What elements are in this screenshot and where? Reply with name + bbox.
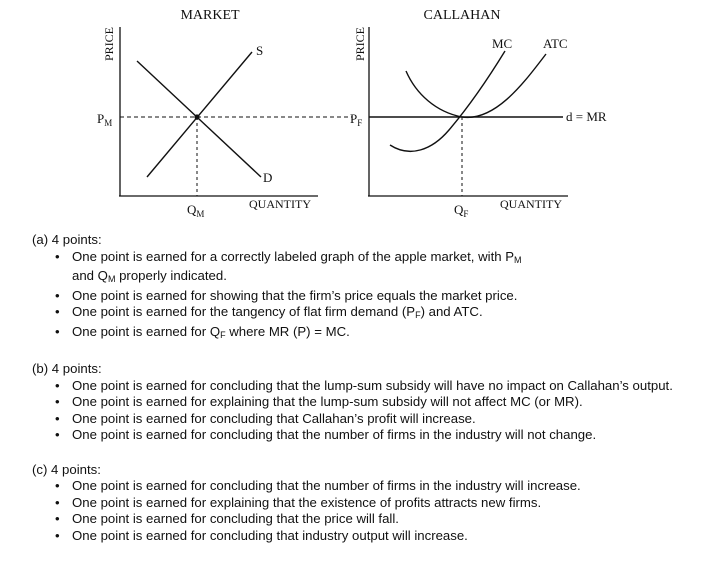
market-equilibrium-point bbox=[194, 114, 199, 119]
market-graph bbox=[97, 8, 352, 219]
market-price-axis-label: PRICE bbox=[102, 26, 116, 62]
list-item: • One point is earned for concluding that the price will fall. bbox=[0, 511, 707, 528]
firm-title: CALLAHAN bbox=[423, 8, 501, 23]
firm-quantity-label: $Q_F$ bbox=[454, 202, 469, 219]
market-quantity-axis-label: QUANTITY bbox=[249, 197, 311, 211]
mc-label: MC bbox=[492, 36, 513, 51]
atc-label: ATC bbox=[543, 36, 568, 51]
list-item: • One point is earned for explaining that the lump-sum subsidy will not affect MC (or MR). bbox=[0, 394, 707, 411]
rubric-part-a bbox=[0, 232, 707, 343]
firm-price-label: $P_F$ bbox=[350, 111, 363, 128]
part-a-header: (a) 4 points: bbox=[32, 232, 102, 247]
list-item: • One point is earned for concluding that industry output will increase. bbox=[0, 528, 707, 545]
rubric-part-c bbox=[0, 462, 707, 545]
list-item: • One point is earned for showing that the firm’s price equals the market price. bbox=[0, 288, 707, 305]
list-item: • One point is earned for concluding that the number of firms in the industry will increase. bbox=[0, 478, 707, 495]
firm-quantity-axis-label: QUANTITY bbox=[500, 197, 562, 211]
market-price-label: $P_M$ bbox=[97, 111, 113, 128]
part-c-header: (c) 4 points: bbox=[32, 461, 101, 477]
list-item: • One point is earned for explaining that the existence of profits attracts new firms. bbox=[0, 495, 707, 512]
list-item: • One point is earned for the tangency of flat firm demand $(P_F)$ and ATC. bbox=[0, 304, 707, 324]
part-b-header: (b) 4 points: bbox=[32, 361, 102, 376]
firm-graph bbox=[350, 8, 607, 219]
part-c-list bbox=[0, 478, 707, 544]
supply-label: S bbox=[256, 43, 264, 58]
part-b-list bbox=[0, 378, 707, 444]
list-item: • One point is earned for concluding that the lump-sum subsidy will have no impact on Callahan’s output. bbox=[0, 378, 707, 395]
part-a-list bbox=[0, 249, 707, 344]
list-item-continuation: and $Q_M$ properly indicated. bbox=[72, 268, 227, 284]
list-item: • One point is earned for a correctly labeled graph of the apple market, with $P_M$ bbox=[0, 249, 707, 269]
list-item: • One point is earned for concluding that Callahan’s profit will increase. bbox=[0, 411, 707, 428]
graphs-figure bbox=[0, 0, 707, 225]
list-item: • One point is earned for $Q_F$ where MR (P) = MC. bbox=[0, 324, 707, 344]
demand-mr-label: d = MR bbox=[566, 109, 607, 124]
market-title: MARKET bbox=[180, 8, 240, 23]
demand-label: D bbox=[263, 170, 273, 185]
market-demand-curve bbox=[137, 61, 261, 177]
rubric-part-b bbox=[0, 361, 707, 444]
atc-curve bbox=[406, 54, 546, 117]
market-supply-curve bbox=[147, 52, 252, 177]
mc-curve bbox=[390, 51, 505, 151]
list-item: • One point is earned for concluding that the number of firms in the industry will not change. bbox=[0, 427, 707, 444]
market-quantity-label: $Q_M$ bbox=[187, 202, 205, 219]
firm-price-axis-label: PRICE bbox=[353, 26, 367, 62]
scoring-rubric bbox=[0, 232, 707, 562]
